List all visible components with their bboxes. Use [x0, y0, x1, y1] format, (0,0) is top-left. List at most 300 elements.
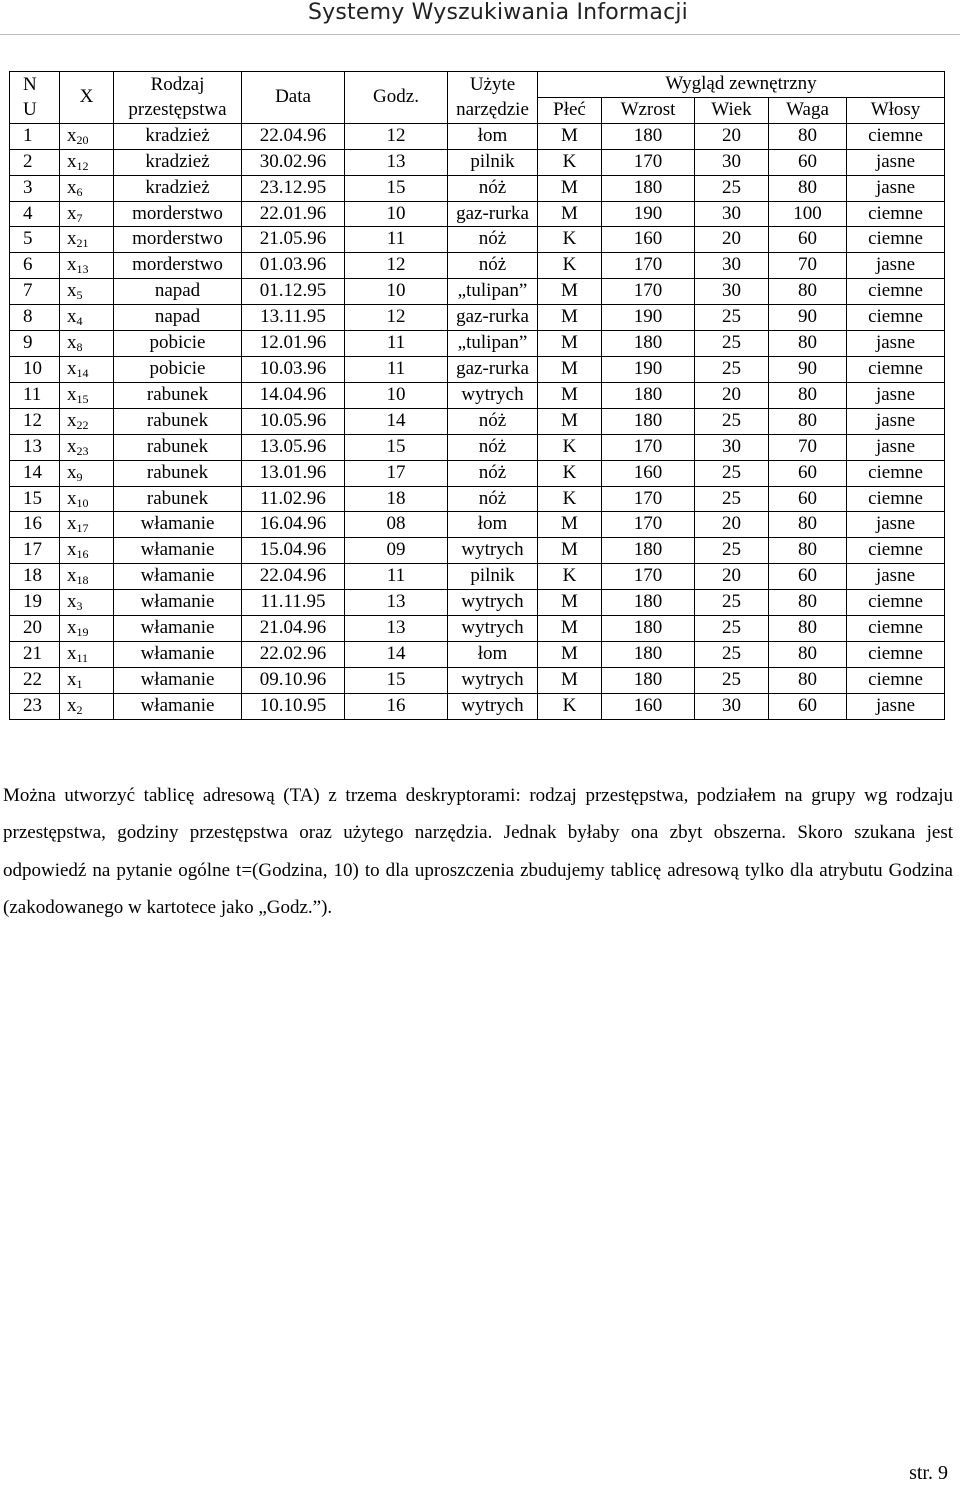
cell-narzedzie: nóż: [448, 253, 538, 279]
table-row: [10, 279, 945, 305]
cell-waga: 60: [769, 693, 847, 719]
cell-x: [60, 382, 114, 408]
cell-narzedzie: gaz-rurka: [448, 201, 538, 227]
cell-godz: 12: [345, 123, 448, 149]
table-body: [10, 123, 945, 719]
header-nu-line1: N: [23, 74, 37, 96]
cell-wlosy: ciemne: [847, 616, 945, 642]
cell-x: [60, 486, 114, 512]
table-row: [10, 408, 945, 434]
cell-x-subscript: 5: [76, 288, 83, 303]
cell-godz: 15: [345, 434, 448, 460]
cell-x: [60, 564, 114, 590]
cell-rodzaj: włamanie: [114, 512, 242, 538]
cell-plec: M: [538, 408, 602, 434]
cell-wiek: 30: [695, 434, 769, 460]
cell-narzedzie: „tulipan”: [448, 331, 538, 357]
cell-wiek: 25: [695, 356, 769, 382]
cell-nu: 20: [10, 616, 60, 642]
cell-rodzaj: morderstwo: [114, 201, 242, 227]
cell-wzrost: 170: [602, 253, 695, 279]
cell-x: [60, 201, 114, 227]
cell-x-subscript: 12: [76, 158, 89, 173]
cell-plec: M: [538, 667, 602, 693]
cell-data: 21.05.96: [242, 227, 345, 253]
table-row: [10, 123, 945, 149]
table-row: [10, 356, 945, 382]
cell-wzrost: 180: [602, 382, 695, 408]
cell-x-base: x: [67, 150, 77, 172]
cell-waga: 80: [769, 616, 847, 642]
cell-narzedzie: łom: [448, 512, 538, 538]
cell-godz: 12: [345, 253, 448, 279]
page-header-title: Systemy Wyszukiwania Informacji: [308, 0, 688, 25]
cell-godz: 08: [345, 512, 448, 538]
cell-waga: 70: [769, 434, 847, 460]
header-divider: [0, 34, 960, 35]
cell-wlosy: jasne: [847, 434, 945, 460]
cell-waga: 100: [769, 201, 847, 227]
cell-nu: 18: [10, 564, 60, 590]
cell-rodzaj: włamanie: [114, 667, 242, 693]
cell-narzedzie: wytrych: [448, 382, 538, 408]
header-waga: Waga: [769, 97, 847, 123]
cell-wlosy: ciemne: [847, 486, 945, 512]
cell-x-base: x: [67, 383, 77, 405]
cell-nu: 8: [10, 305, 60, 331]
cell-x-base: x: [67, 357, 77, 379]
cell-wlosy: jasne: [847, 331, 945, 357]
cell-rodzaj: pobicie: [114, 331, 242, 357]
cell-wlosy: ciemne: [847, 590, 945, 616]
cell-wzrost: 190: [602, 305, 695, 331]
table-row: [10, 175, 945, 201]
cell-x-subscript: 14: [76, 365, 89, 380]
cell-plec: M: [538, 201, 602, 227]
cell-data: 23.12.95: [242, 175, 345, 201]
cell-x: [60, 590, 114, 616]
cell-x: [60, 149, 114, 175]
cell-waga: 80: [769, 279, 847, 305]
header-godz: Godz.: [345, 72, 448, 124]
cell-narzedzie: wytrych: [448, 616, 538, 642]
header-rodzaj-line2: przestępstwa: [128, 99, 227, 121]
table-row: [10, 460, 945, 486]
cell-godz: 14: [345, 408, 448, 434]
cell-wiek: 25: [695, 667, 769, 693]
cell-waga: 70: [769, 253, 847, 279]
cell-waga: 80: [769, 408, 847, 434]
table-row: [10, 564, 945, 590]
cell-waga: 80: [769, 123, 847, 149]
table-row: [10, 693, 945, 719]
cell-nu: 19: [10, 590, 60, 616]
cell-x-subscript: 16: [76, 547, 89, 562]
cell-nu: 9: [10, 331, 60, 357]
cell-godz: 12: [345, 305, 448, 331]
cell-x-base: x: [67, 461, 77, 483]
cell-wlosy: ciemne: [847, 201, 945, 227]
cell-x: [60, 434, 114, 460]
cell-wlosy: ciemne: [847, 123, 945, 149]
header-narzedzie-line2: narzędzie: [456, 99, 529, 121]
cell-plec: M: [538, 279, 602, 305]
cell-x-base: x: [67, 332, 77, 354]
cell-wlosy: jasne: [847, 382, 945, 408]
cell-x: [60, 227, 114, 253]
cell-data: 10.03.96: [242, 356, 345, 382]
cell-nu: 5: [10, 227, 60, 253]
cell-x-base: x: [67, 202, 77, 224]
cell-plec: K: [538, 227, 602, 253]
cell-wiek: 30: [695, 279, 769, 305]
cell-wlosy: jasne: [847, 693, 945, 719]
cell-x: [60, 331, 114, 357]
header-x: X: [60, 72, 114, 124]
header-wiek: Wiek: [695, 97, 769, 123]
cell-waga: 80: [769, 590, 847, 616]
cell-x-subscript: 22: [76, 417, 89, 432]
cell-rodzaj: rabunek: [114, 382, 242, 408]
cell-x-subscript: 19: [76, 625, 89, 640]
cell-wzrost: 180: [602, 590, 695, 616]
cell-wiek: 25: [695, 175, 769, 201]
cell-wzrost: 170: [602, 564, 695, 590]
table-row: [10, 227, 945, 253]
cell-narzedzie: nóż: [448, 434, 538, 460]
cell-x-base: x: [67, 228, 77, 250]
cell-data: 11.02.96: [242, 486, 345, 512]
cell-waga: 90: [769, 356, 847, 382]
cell-narzedzie: nóż: [448, 175, 538, 201]
cell-x-subscript: 3: [76, 599, 83, 614]
cell-wzrost: 170: [602, 149, 695, 175]
cell-x-subscript: 17: [76, 521, 89, 536]
cell-godz: 11: [345, 564, 448, 590]
body-paragraph: Można utworzyć tablicę adresową (TA) z trzema deskryptorami: rodzaj przestępstwa, podziałem na grupy wg rodzaju przestępstwa, godziny przestępstwa oraz użytego narzędzia. Jednak byłaby ona zbyt obszerna. Skoro szukana jest odpowiedź na pytanie ogólne t=(Godzina, 10) to dla uproszczenia zbudujemy tablicę adresową tylko dla atrybutu Godzina (zakodowanego w kartotece jako „Godz.”).: [3, 785, 953, 918]
cell-nu: 16: [10, 512, 60, 538]
cell-wiek: 20: [695, 512, 769, 538]
cell-x-base: x: [67, 124, 77, 146]
cell-plec: K: [538, 434, 602, 460]
table-row: [10, 486, 945, 512]
cell-data: 15.04.96: [242, 538, 345, 564]
cell-plec: M: [538, 356, 602, 382]
cell-narzedzie: łom: [448, 123, 538, 149]
header-wlosy: Włosy: [847, 97, 945, 123]
cell-wiek: 25: [695, 590, 769, 616]
cell-waga: 80: [769, 641, 847, 667]
cell-x-subscript: 11: [76, 650, 89, 665]
cell-plec: M: [538, 382, 602, 408]
cell-godz: 14: [345, 641, 448, 667]
cell-wlosy: ciemne: [847, 667, 945, 693]
cell-waga: 80: [769, 331, 847, 357]
cell-wiek: 20: [695, 382, 769, 408]
cell-x: [60, 616, 114, 642]
cell-data: 09.10.96: [242, 667, 345, 693]
cell-narzedzie: łom: [448, 641, 538, 667]
cell-x-subscript: 20: [76, 132, 89, 147]
cell-data: 11.11.95: [242, 590, 345, 616]
cell-plec: M: [538, 305, 602, 331]
cell-x: [60, 538, 114, 564]
cell-wiek: 30: [695, 149, 769, 175]
cell-plec: M: [538, 616, 602, 642]
header-wzrost: Wzrost: [602, 97, 695, 123]
cell-data: 14.04.96: [242, 382, 345, 408]
cell-x-subscript: 4: [76, 314, 83, 329]
cell-wzrost: 180: [602, 616, 695, 642]
cell-narzedzie: nóż: [448, 227, 538, 253]
cell-x-base: x: [67, 694, 77, 716]
cell-rodzaj: rabunek: [114, 460, 242, 486]
cell-rodzaj: kradzież: [114, 175, 242, 201]
cell-x-base: x: [67, 254, 77, 276]
cell-x-base: x: [67, 539, 77, 561]
cell-wiek: 20: [695, 227, 769, 253]
cell-data: 13.05.96: [242, 434, 345, 460]
cell-plec: M: [538, 175, 602, 201]
cell-wzrost: 190: [602, 356, 695, 382]
cell-waga: 60: [769, 227, 847, 253]
cell-wlosy: ciemne: [847, 279, 945, 305]
cell-wlosy: ciemne: [847, 460, 945, 486]
cell-godz: 16: [345, 693, 448, 719]
cell-narzedzie: wytrych: [448, 693, 538, 719]
table-row: [10, 253, 945, 279]
cell-godz: 18: [345, 486, 448, 512]
cell-wiek: 30: [695, 253, 769, 279]
cell-data: 01.03.96: [242, 253, 345, 279]
cell-waga: 60: [769, 149, 847, 175]
cell-x-subscript: 10: [76, 495, 89, 510]
cell-wlosy: jasne: [847, 253, 945, 279]
cell-wzrost: 170: [602, 279, 695, 305]
cell-x-subscript: 13: [76, 262, 89, 277]
table-row: [10, 149, 945, 175]
cell-rodzaj: pobicie: [114, 356, 242, 382]
table-row: [10, 538, 945, 564]
cell-nu: 6: [10, 253, 60, 279]
cell-rodzaj: napad: [114, 279, 242, 305]
cell-plec: M: [538, 538, 602, 564]
cell-data: 01.12.95: [242, 279, 345, 305]
cell-rodzaj: rabunek: [114, 408, 242, 434]
cell-x-subscript: 8: [76, 340, 83, 355]
cell-plec: M: [538, 512, 602, 538]
cell-nu: 11: [10, 382, 60, 408]
header-plec: Płeć: [538, 97, 602, 123]
cell-godz: 13: [345, 616, 448, 642]
cell-godz: 13: [345, 149, 448, 175]
cell-wiek: 20: [695, 564, 769, 590]
cell-wiek: 25: [695, 460, 769, 486]
cell-wlosy: ciemne: [847, 227, 945, 253]
cell-rodzaj: morderstwo: [114, 253, 242, 279]
cell-rodzaj: rabunek: [114, 486, 242, 512]
cell-data: 22.02.96: [242, 641, 345, 667]
cell-nu: 12: [10, 408, 60, 434]
cell-godz: 11: [345, 227, 448, 253]
cell-x: [60, 175, 114, 201]
table-row: [10, 382, 945, 408]
cell-waga: 80: [769, 382, 847, 408]
cell-x: [60, 693, 114, 719]
cell-godz: 15: [345, 175, 448, 201]
cell-wlosy: jasne: [847, 564, 945, 590]
cell-nu: 17: [10, 538, 60, 564]
cell-x-base: x: [67, 280, 77, 302]
cell-wzrost: 180: [602, 538, 695, 564]
cell-wzrost: 180: [602, 123, 695, 149]
cell-nu: 22: [10, 667, 60, 693]
cell-data: 10.10.95: [242, 693, 345, 719]
table-header: [10, 72, 945, 124]
cell-wzrost: 170: [602, 486, 695, 512]
cell-plec: K: [538, 486, 602, 512]
cell-nu: 23: [10, 693, 60, 719]
cell-wlosy: ciemne: [847, 538, 945, 564]
cell-x-subscript: 6: [76, 184, 83, 199]
cell-plec: K: [538, 253, 602, 279]
cell-wiek: 25: [695, 538, 769, 564]
cell-godz: 15: [345, 667, 448, 693]
table-row: [10, 201, 945, 227]
table-row: [10, 305, 945, 331]
cell-nu: 1: [10, 123, 60, 149]
cell-rodzaj: kradzież: [114, 149, 242, 175]
cell-nu: 3: [10, 175, 60, 201]
cell-godz: 17: [345, 460, 448, 486]
header-rodzaj: [114, 72, 242, 124]
cell-waga: 80: [769, 512, 847, 538]
cell-waga: 80: [769, 175, 847, 201]
cell-wzrost: 160: [602, 227, 695, 253]
cell-rodzaj: włamanie: [114, 564, 242, 590]
cell-data: 22.04.96: [242, 123, 345, 149]
cell-narzedzie: wytrych: [448, 538, 538, 564]
cell-plec: K: [538, 460, 602, 486]
cell-wzrost: 160: [602, 693, 695, 719]
cell-narzedzie: „tulipan”: [448, 279, 538, 305]
cell-wiek: 25: [695, 486, 769, 512]
cell-x-base: x: [67, 409, 77, 431]
cell-wlosy: ciemne: [847, 356, 945, 382]
cell-godz: 11: [345, 331, 448, 357]
cell-x-subscript: 9: [76, 469, 83, 484]
cell-godz: 13: [345, 590, 448, 616]
cell-data: 30.02.96: [242, 149, 345, 175]
page-number: str. 9: [909, 1462, 948, 1484]
cell-wiek: 20: [695, 123, 769, 149]
cell-plec: M: [538, 123, 602, 149]
cell-narzedzie: wytrych: [448, 667, 538, 693]
cell-x-subscript: 23: [76, 443, 89, 458]
cell-plec: M: [538, 331, 602, 357]
cell-x-subscript: 2: [76, 702, 83, 717]
cell-rodzaj: rabunek: [114, 434, 242, 460]
cell-wiek: 25: [695, 641, 769, 667]
cell-x-base: x: [67, 487, 77, 509]
table-row: [10, 667, 945, 693]
cell-wlosy: ciemne: [847, 305, 945, 331]
cell-x: [60, 123, 114, 149]
cell-rodzaj: włamanie: [114, 641, 242, 667]
cell-wiek: 25: [695, 331, 769, 357]
cell-x-base: x: [67, 435, 77, 457]
cell-godz: 09: [345, 538, 448, 564]
cell-plec: M: [538, 590, 602, 616]
cell-wiek: 25: [695, 616, 769, 642]
cell-godz: 10: [345, 279, 448, 305]
cell-narzedzie: pilnik: [448, 149, 538, 175]
cell-wzrost: 180: [602, 408, 695, 434]
cell-nu: 15: [10, 486, 60, 512]
table-row: [10, 434, 945, 460]
cell-wzrost: 170: [602, 434, 695, 460]
cell-data: 12.01.96: [242, 331, 345, 357]
table-row: [10, 616, 945, 642]
cell-narzedzie: wytrych: [448, 590, 538, 616]
cell-wiek: 25: [695, 408, 769, 434]
cell-rodzaj: kradzież: [114, 123, 242, 149]
cell-x: [60, 460, 114, 486]
cell-wzrost: 180: [602, 331, 695, 357]
cell-wlosy: jasne: [847, 175, 945, 201]
cell-waga: 80: [769, 667, 847, 693]
header-wyglad: Wygląd zewnętrzny: [538, 72, 945, 98]
cell-wlosy: ciemne: [847, 641, 945, 667]
cell-x: [60, 279, 114, 305]
cell-x: [60, 356, 114, 382]
cell-wzrost: 180: [602, 641, 695, 667]
cell-narzedzie: gaz-rurka: [448, 356, 538, 382]
header-data: Data: [242, 72, 345, 124]
cell-nu: 13: [10, 434, 60, 460]
cell-waga: 90: [769, 305, 847, 331]
cell-wzrost: 180: [602, 175, 695, 201]
cell-rodzaj: włamanie: [114, 538, 242, 564]
cell-wzrost: 180: [602, 667, 695, 693]
cell-waga: 60: [769, 460, 847, 486]
cell-nu: 7: [10, 279, 60, 305]
cell-wiek: 25: [695, 305, 769, 331]
cell-nu: 2: [10, 149, 60, 175]
cell-waga: 60: [769, 486, 847, 512]
cell-data: 13.11.95: [242, 305, 345, 331]
cell-narzedzie: pilnik: [448, 564, 538, 590]
cell-rodzaj: włamanie: [114, 616, 242, 642]
cell-narzedzie: nóż: [448, 408, 538, 434]
cell-godz: 10: [345, 382, 448, 408]
cell-x-base: x: [67, 591, 77, 613]
cell-data: 22.01.96: [242, 201, 345, 227]
cell-godz: 10: [345, 201, 448, 227]
cell-x: [60, 253, 114, 279]
header-nu-line2: U: [23, 99, 37, 121]
table-row: [10, 331, 945, 357]
crime-records-table: [9, 71, 945, 720]
cell-x-subscript: 18: [76, 573, 89, 588]
cell-nu: 10: [10, 356, 60, 382]
cell-rodzaj: napad: [114, 305, 242, 331]
cell-wzrost: 190: [602, 201, 695, 227]
cell-x: [60, 305, 114, 331]
cell-x-subscript: 15: [76, 391, 89, 406]
header-rodzaj-line1: Rodzaj: [150, 74, 205, 96]
cell-x-base: x: [67, 176, 77, 198]
